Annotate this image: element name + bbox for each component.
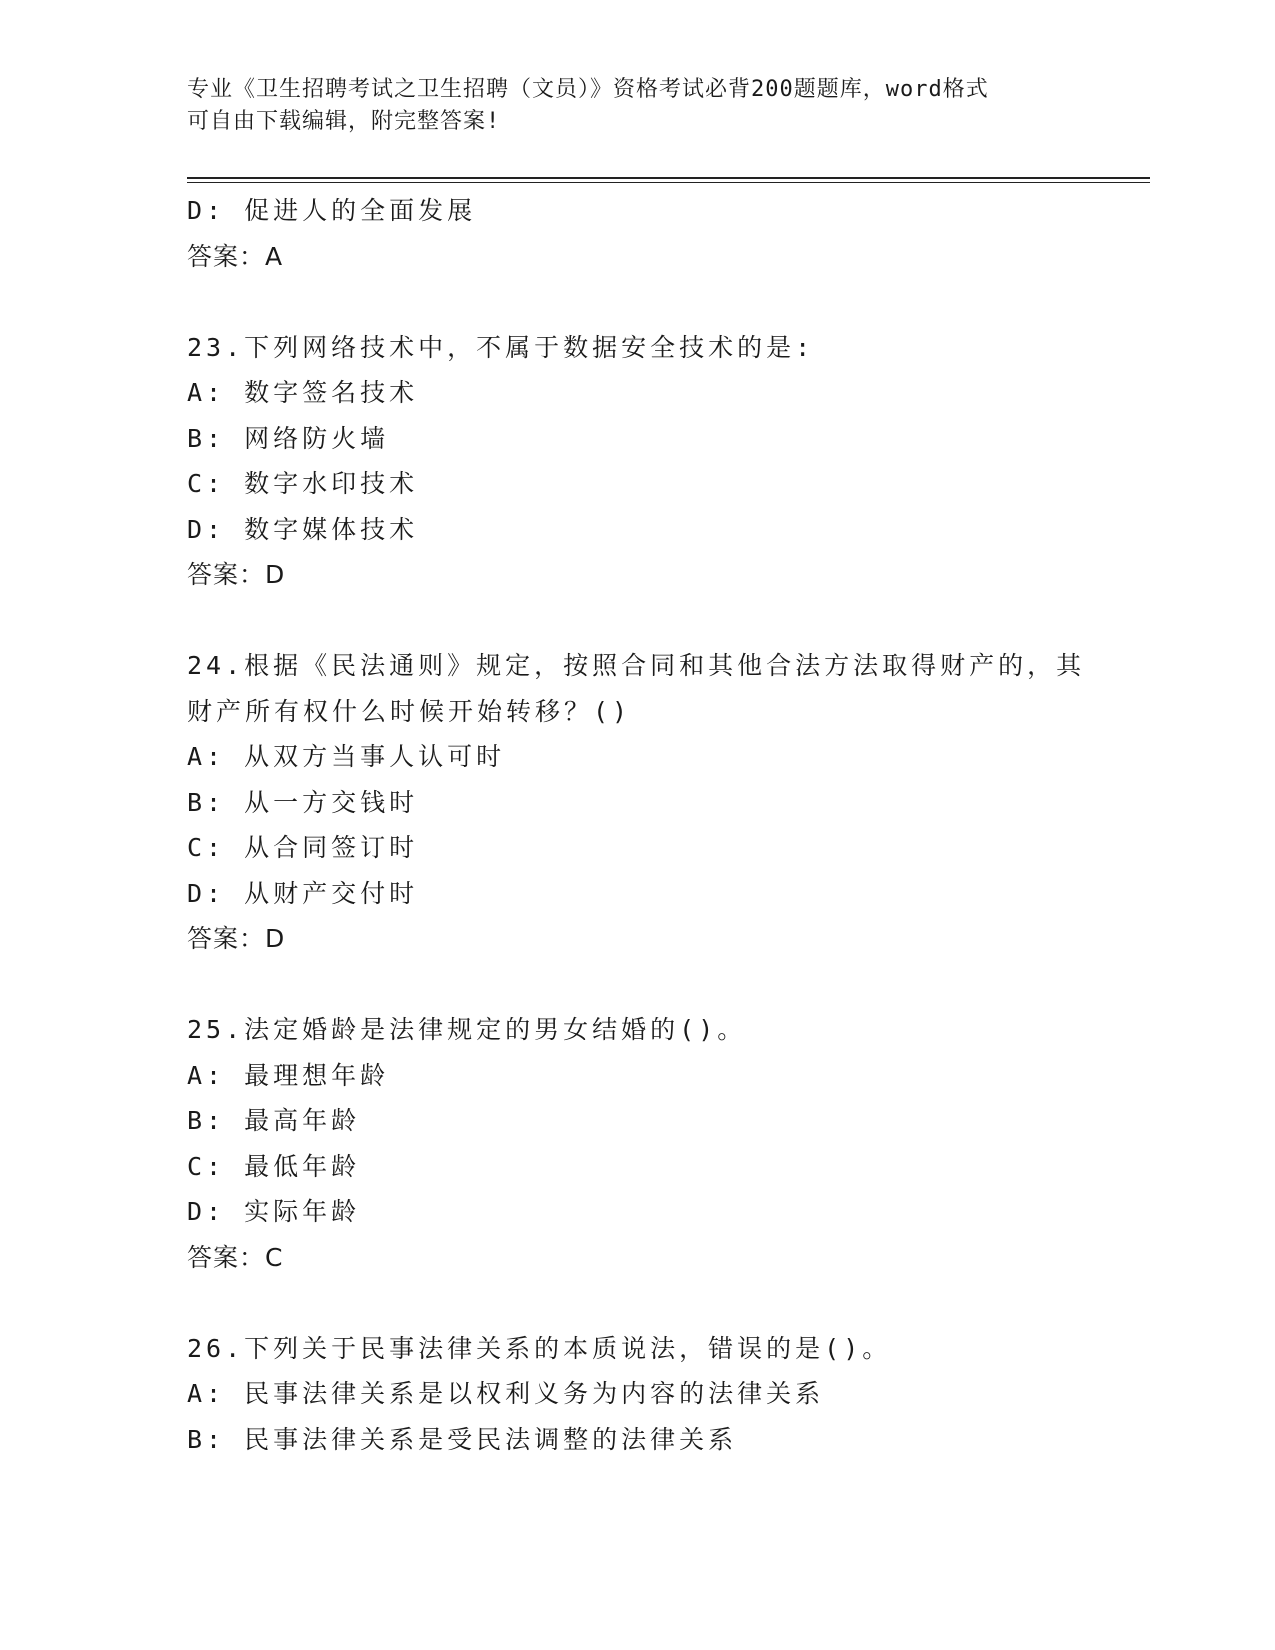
question-text-line-2: 财产所有权什么时候开始转移？() [187, 696, 632, 726]
option-c: C: 从合同签订时 [187, 833, 419, 862]
question-list [187, 188, 1087, 1462]
question-text: 25.法定婚龄是法律规定的男女结婚的()。 [187, 1015, 747, 1044]
option-b: B: 从一方交钱时 [187, 787, 419, 817]
option-c: C: 数字水印技术 [187, 469, 419, 498]
header-title-line-1: 专业《卫生招聘考试之卫生招聘（文员）》资格考试必背200题题库，word格式 [187, 77, 989, 102]
question-text: 26.下列关于民事法律关系的本质说法，错误的是()。 [187, 1333, 892, 1363]
question-block-26 [187, 1326, 1087, 1463]
answer-line: 答案：D [187, 560, 286, 589]
answer-line: 答案：C [187, 1242, 284, 1272]
header-divider-thin [187, 182, 1150, 183]
question-block-22 [187, 188, 1087, 279]
option-a: A: 从双方当事人认可时 [187, 742, 506, 771]
option-a: A: 数字签名技术 [187, 378, 419, 407]
option-d: D: 促进人的全面发展 [187, 196, 477, 225]
spacer [187, 1280, 1087, 1326]
spacer [187, 598, 1087, 644]
question-block-25 [187, 1007, 1087, 1280]
option-b: B: 民事法律关系是受民法调整的法律关系 [187, 1424, 738, 1454]
option-d: D: 实际年龄 [187, 1197, 361, 1226]
question-text-line-1: 24.根据《民法通则》规定，按照合同和其他合法方法取得财产的，其 [187, 651, 1086, 680]
spacer [187, 962, 1087, 1008]
question-text: 23.下列网络技术中，不属于数据安全技术的是: [187, 332, 815, 362]
option-a: A: 民事法律关系是以权利义务为内容的法律关系 [187, 1379, 825, 1408]
header-divider-thick [187, 177, 1150, 179]
answer-line: 答案：D [187, 924, 286, 953]
option-a: A: 最理想年龄 [187, 1060, 390, 1090]
option-c: C: 最低年龄 [187, 1151, 361, 1181]
question-block-24 [187, 643, 1087, 962]
header-title-line-2: 可自由下载编辑，附完整答案! [187, 109, 501, 134]
option-d: D: 数字媒体技术 [187, 514, 419, 544]
option-d: D: 从财产交付时 [187, 878, 419, 908]
option-b: B: 网络防火墙 [187, 423, 390, 453]
spacer [187, 279, 1087, 325]
page-header [187, 74, 1087, 138]
answer-line: 答案：A [187, 241, 284, 271]
option-b: B: 最高年龄 [187, 1106, 361, 1135]
question-block-23 [187, 325, 1087, 598]
